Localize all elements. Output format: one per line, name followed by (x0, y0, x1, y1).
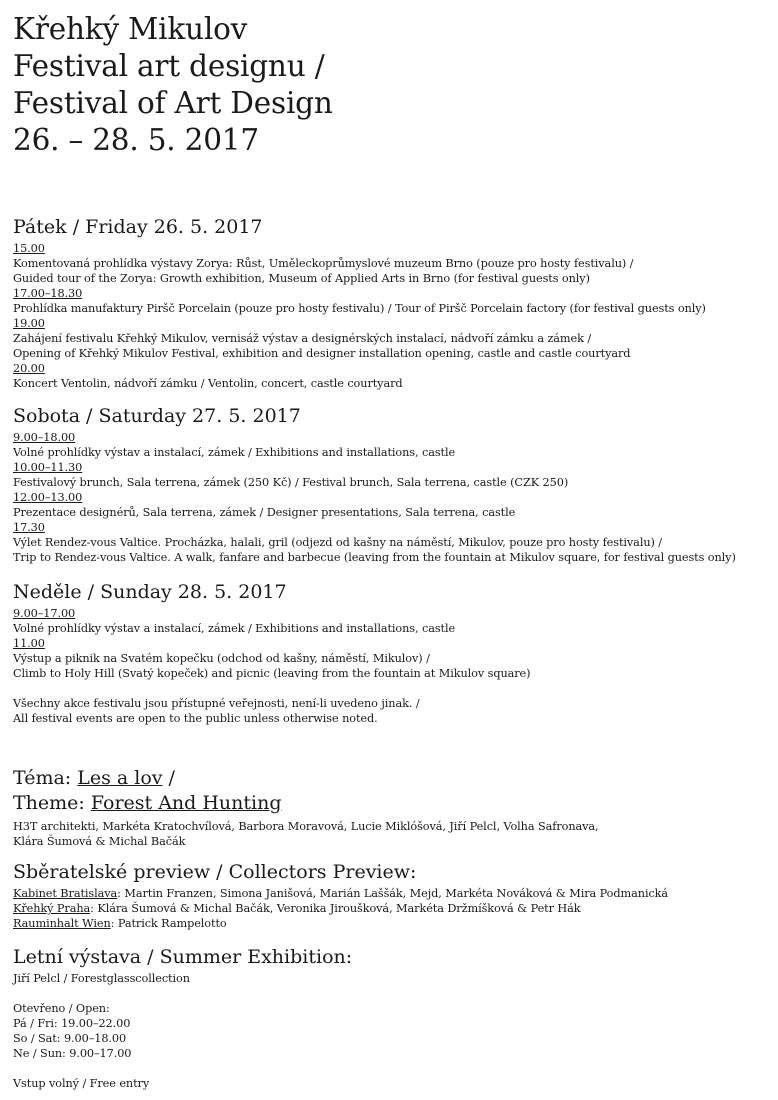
event-time: 15.00 (13, 242, 45, 255)
theme-heading-cz (13, 766, 599, 791)
event-time: 10.00–11.30 (13, 461, 83, 474)
theme-prefix: Theme: (13, 792, 91, 814)
sunday-heading: Neděle / Sunday 28. 5. 2017 (13, 581, 287, 603)
theme-suffix: / (162, 767, 175, 789)
saturday-heading: Sobota / Saturday 27. 5. 2017 (13, 405, 301, 427)
event-description: Výlet Rendez-vous Valtice. Procházka, halali, gril (odjezd od kašny na náměstí, Mikulov, pouze pro hosty festivalu) / (13, 536, 663, 549)
sunday-section (13, 581, 530, 726)
event-description: Climb to Holy Hill (Svatý kopeček) and picnic (leaving from the fountain at Mikulov square) (13, 667, 531, 680)
opening-hours: Pá / Fri: 19.00–22.00 (13, 1017, 131, 1030)
collector-names: : Klára Šumová & Michal Bačák, Veronika Jiroušková, Markéta Držmíšková & Petr Hák (90, 902, 581, 915)
event-description: Výstup a piknik na Svatém kopečku (odchod od kašny, náměstí, Mikulov) / (13, 652, 430, 665)
friday-section (13, 216, 706, 391)
festival-title (13, 11, 333, 159)
event-time: 9.00–17.00 (13, 607, 76, 620)
collectors-section (13, 861, 668, 931)
title-line: Křehký Mikulov (13, 12, 248, 46)
title-line: 26. – 28. 5. 2017 (13, 123, 259, 157)
participants: Klára Šumová & Michal Bačák (13, 835, 186, 848)
event-description: Prezentace designérů, Sala terrena, zámek / Designer presentations, Sala terrena, castle (13, 506, 516, 519)
event-time: 17.30 (13, 521, 45, 534)
theme-link-cz[interactable]: Les a lov (77, 767, 163, 789)
theme-heading-en (13, 791, 599, 816)
event-description: Zahájení festivalu Křehký Mikulov, vernisáž výstav a designérských instalací, nádvoří zámku a zámek / (13, 332, 592, 345)
event-time: 17.00–18.30 (13, 287, 83, 300)
event-time: 9.00–18.00 (13, 431, 76, 444)
theme-section (13, 766, 599, 849)
event-description: Guided tour of the Zorya: Growth exhibition, Museum of Applied Arts in Brno (for festival guests only) (13, 272, 590, 285)
event-time: 19.00 (13, 317, 45, 330)
theme-link-en[interactable]: Forest And Hunting (90, 792, 282, 814)
public-note: All festival events are open to the public unless otherwise noted. (13, 712, 378, 725)
summer-subtitle: Jiří Pelcl / Forestglasscollection (13, 972, 190, 985)
collector-row (13, 886, 668, 901)
collector-row (13, 901, 668, 916)
collector-names: : Martin Franzen, Simona Janišová, Marián Laššák, Mejd, Markéta Nováková & Mira Podmanická (117, 887, 669, 900)
event-description: Festivalový brunch, Sala terrena, zámek (250 Kč) / Festival brunch, Sala terrena, castle (CZK 250) (13, 476, 569, 489)
event-description: Trip to Rendez-vous Valtice. A walk, fanfare and barbecue (leaving from the fountain at Mikulov square, for festival guests only) (13, 551, 736, 564)
event-time: 11.00 (13, 637, 45, 650)
event-description: Komentovaná prohlídka výstavy Zorya: Růst, Uměleckoprůmyslové muzeum Brno (pouze pro hosty festivalu) / (13, 257, 634, 270)
participants: H3T architekti, Markéta Kratochvílová, Barbora Moravová, Lucie Miklóšová, Jiří Pelcl, Volha Safronava, (13, 820, 599, 833)
event-description: Prohlídka manufaktury Piršč Porcelain (pouze pro hosty festivalu) / Tour of Piršč Porcelain factory (for festival guests only) (13, 302, 706, 315)
event-time: 12.00–13.00 (13, 491, 83, 504)
collectors-heading: Sběratelské preview / Collectors Preview: (13, 861, 417, 883)
event-description: Volné prohlídky výstav a instalací, zámek / Exhibitions and installations, castle (13, 622, 456, 635)
opening-hours: Ne / Sun: 9.00–17.00 (13, 1047, 132, 1060)
event-description: Volné prohlídky výstav a instalací, zámek / Exhibitions and installations, castle (13, 446, 456, 459)
title-line: Festival of Art Design (13, 86, 333, 120)
friday-heading: Pátek / Friday 26. 5. 2017 (13, 216, 263, 238)
title-line: Festival art designu / (13, 49, 325, 83)
theme-prefix: Téma: (13, 767, 78, 789)
entry-note: Vstup volný / Free entry (13, 1077, 150, 1090)
open-label: Otevřeno / Open: (13, 1002, 110, 1015)
event-description: Koncert Ventolin, nádvoří zámku / Ventolin, concert, castle courtyard (13, 377, 403, 390)
summer-section (13, 946, 352, 1091)
summer-heading: Letní výstava / Summer Exhibition: (13, 946, 353, 968)
event-time: 20.00 (13, 362, 45, 375)
opening-hours: So / Sat: 9.00–18.00 (13, 1032, 127, 1045)
collector-link[interactable]: Křehký Praha (13, 902, 91, 915)
event-description: Opening of Křehký Mikulov Festival, exhibition and designer installation opening, castle and castle courtyard (13, 347, 631, 360)
collector-link[interactable]: Rauminhalt Wien (13, 917, 111, 930)
collector-row (13, 916, 668, 931)
collector-names: : Patrick Rampelotto (110, 917, 227, 930)
public-note: Všechny akce festivalu jsou přístupné veřejnosti, není-li uvedeno jinak. / (13, 697, 420, 710)
collector-link[interactable]: Kabinet Bratislava (13, 887, 118, 900)
saturday-section (13, 405, 736, 565)
